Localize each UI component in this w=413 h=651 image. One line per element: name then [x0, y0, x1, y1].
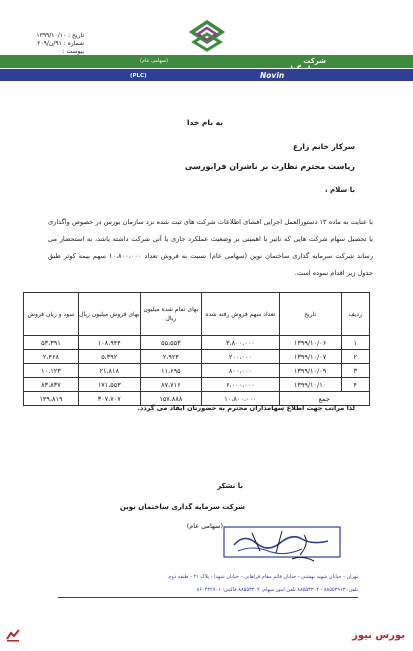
- cell: ۲،۹۲۴: [140, 350, 202, 364]
- company-name-en: Novin Construction Investment Co.: [260, 71, 315, 107]
- table-row: [24, 350, 370, 364]
- cell: ۲: [341, 350, 369, 364]
- header-band: [0, 55, 413, 107]
- bourse-news-logo-icon: [5, 627, 21, 643]
- cell: ۲۱،۸۱۸: [78, 364, 140, 378]
- cell: ۳: [341, 364, 369, 378]
- cell: ۱۳۹۹/۱۰/۰۷: [279, 350, 341, 364]
- total-cell: ۱۵۷،۸۸۸: [140, 392, 202, 406]
- cell: ۱۷۱،۵۵۳: [78, 378, 140, 392]
- cell: ۱۳۹۹/۱۰/۱۰: [279, 378, 341, 392]
- col-cost: بهای تمام شده میلیون ریال: [140, 293, 202, 336]
- letter-attachment: پیوست :: [62, 48, 84, 55]
- company-logo-icon: [186, 20, 228, 54]
- cell: ۸۰۰،۰۰۰: [202, 364, 279, 378]
- recipient: سرکار خانم زارع: [292, 142, 355, 151]
- cell: ۱۳۹۹/۱۰/۰۹: [279, 364, 341, 378]
- letter-number: شماره : ۹۱/ن/۲۰۹: [37, 40, 84, 47]
- bourse-news-brand: بورس نیوز: [352, 630, 405, 641]
- company-stamp-icon: [222, 525, 342, 567]
- thanks-text: با تشکر: [217, 482, 243, 490]
- footer-address: تهران - خیابان شهید بهشتی - خیابان قائم مقام فراهانی - خیابان شهدا - پلاک ۲۱ - طبقه دوم: [168, 574, 358, 580]
- footer-divider: [58, 597, 358, 598]
- cell: ۲۰۰،۰۰۰: [202, 350, 279, 364]
- company-type-fa: (سهامی عام): [140, 58, 168, 64]
- letter-meta: [14, 32, 84, 56]
- bismillah: به نام خدا: [186, 118, 224, 127]
- cell: ۶،۰۰۰،۰۰۰: [202, 378, 279, 392]
- greeting: با سلام ،: [324, 186, 355, 194]
- col-sale-price: بهای فروش میلیون ریال: [78, 293, 140, 336]
- table-row: [24, 364, 370, 378]
- table-header-row: [24, 293, 370, 336]
- cell: ۸۷،۷۱۶: [140, 378, 202, 392]
- letter-date: تاریخ : ۱۳۹۹/۱۰/۱۰: [36, 32, 84, 39]
- recipient-role: ریاست محترم نظارت بر ناشران فرابورسی: [184, 162, 355, 171]
- notice-text: لذا مراتب جهت اطلاع سهامداران محترم به حضورتان ایفاد می گردد.: [137, 404, 355, 412]
- cell: ۱۰۸،۹۴۴: [78, 336, 140, 350]
- table-row: [24, 378, 370, 392]
- cell: ۴: [341, 378, 369, 392]
- col-row-number: ردیف: [341, 293, 369, 336]
- signature-company-type: (سهامی عام): [186, 522, 223, 530]
- cell: ۱: [341, 336, 369, 350]
- company-type-en: (PLC): [130, 73, 147, 79]
- total-cell: ۳۰۷،۷۰۷: [78, 392, 140, 406]
- cell: ۱۱،۶۹۵: [140, 364, 202, 378]
- total-label: جمع: [279, 392, 369, 406]
- cell: ۸۳،۸۳۷: [24, 378, 79, 392]
- cell: ۵،۳۹۲: [78, 350, 140, 364]
- total-cell: ۱۴۹،۸۱۹: [24, 392, 79, 406]
- col-date: تاریخ: [279, 293, 341, 336]
- footer-phones: تلفن: ۸۸۵۵۳۹۱۳ - ۸۸۵۵۳۳۰۴ تلفن امور سهام: ۸۸۵۵۳۳۰۴ فاکس: ۸۶۰۴۴۲۷۰۱: [196, 587, 358, 593]
- cell: ۱۰،۱۲۳: [24, 364, 79, 378]
- col-shares-sold: تعداد سهم فروش رفته شده: [202, 293, 279, 336]
- cell: ۵۳،۳۹۱: [24, 336, 79, 350]
- table-row: [24, 336, 370, 350]
- cell: ۱۳۹۹/۱۰/۰۶: [279, 336, 341, 350]
- cell: ۲،۴۶۸: [24, 350, 79, 364]
- cell: ۳،۸۰۰،۰۰۰: [202, 336, 279, 350]
- sales-table: [23, 292, 370, 406]
- signature-company: شرکت سرمایه گذاری ساختمان نوین: [119, 503, 245, 511]
- company-name-fa: شرکت نوین: [303, 57, 327, 89]
- letter-body: با عنایت به ماده ۱۳ دستورالعمل اجرایی افشای اطلاعات شرکت های ثبت شده نزد سازمان بورس در خصوص واگذاری یا تحصیل سهام شرکت هایی که تاثیر با اهمیتی بر وضعیت عملکرد جاری یا آتی شرکت داشته باشد، به استحضار می رساند شرکت سرمایه گذاری ساختمان نوین (سهامی عام) نسبت به فروش تعداد ۱۰،۸۰۰،۰۰۰ سهم بیمه کوثر طبق جدول زیر اقدام نموده است.: [48, 218, 374, 277]
- total-cell: ۱۰،۸۰۰،۰۰۰: [202, 392, 279, 406]
- col-profit: سود و زیان فروش: [24, 293, 79, 336]
- cell: ۵۵،۵۵۳: [140, 336, 202, 350]
